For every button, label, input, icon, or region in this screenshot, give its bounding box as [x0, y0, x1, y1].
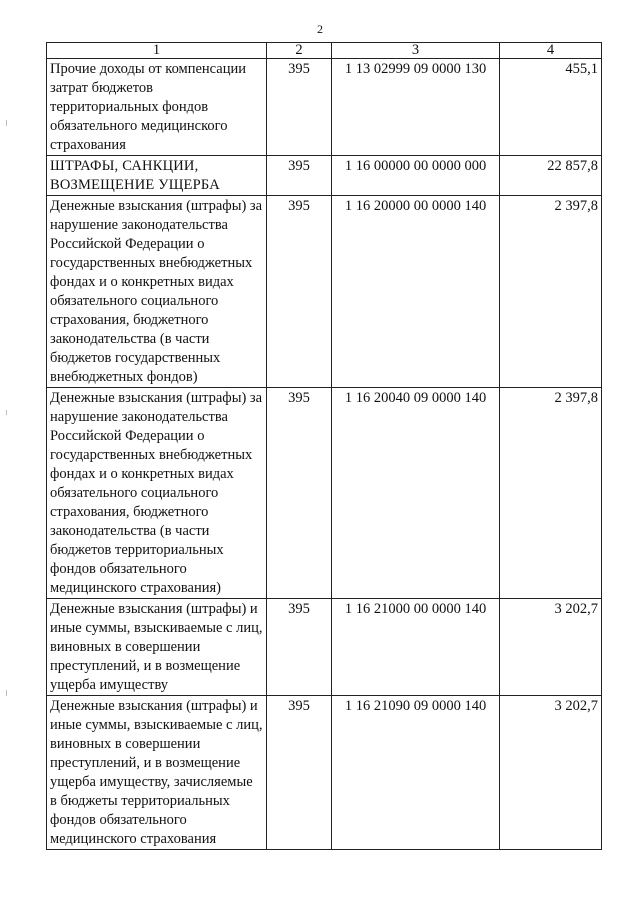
administrator-code-cell: 395	[267, 696, 332, 850]
revenue-name-cell: Денежные взыскания (штрафы) и иные суммы, взыскиваемые с лиц, виновных в совершении преступлений, и в возмещение ущерба имуществу, зачисляемые в бюджеты территориальных фондов обязательного медицинского страхования	[47, 696, 267, 850]
revenue-name-cell: Денежные взыскания (штрафы) за нарушение законодательства Российской Федерации о государственных внебюджетных фондах и о конкретных видах обязательного социального страхования, бюджетного законодательства (в части бюджетов государственных внебюджетных фондов)	[47, 196, 267, 388]
budget-classification-code-cell: 1 16 21000 00 0000 140	[332, 599, 500, 696]
budget-classification-code-cell: 1 16 21090 09 0000 140	[332, 696, 500, 850]
table-row	[47, 196, 602, 388]
table-row	[47, 59, 602, 156]
revenue-name-cell: Денежные взыскания (штрафы) за нарушение законодательства Российской Федерации о государственных внебюджетных фондах и о конкретных видах обязательного социального страхования, бюджетного законодательства (в части бюджетов территориальных фондов обязательного медицинского страхования)	[47, 388, 267, 599]
administrator-code-cell: 395	[267, 388, 332, 599]
amount-cell: 2 397,8	[500, 388, 602, 599]
column-header-4: 4	[500, 43, 602, 59]
amount-cell: 3 202,7	[500, 599, 602, 696]
amount-cell: 3 202,7	[500, 696, 602, 850]
budget-classification-code-cell: 1 16 20040 09 0000 140	[332, 388, 500, 599]
column-header-2: 2	[267, 43, 332, 59]
header-row	[47, 43, 602, 59]
administrator-code-cell: 395	[267, 196, 332, 388]
administrator-code-cell: 395	[267, 59, 332, 156]
scan-artifact	[6, 410, 7, 415]
column-header-3: 3	[332, 43, 500, 59]
administrator-code-cell: 395	[267, 599, 332, 696]
table-row	[47, 156, 602, 196]
page-number: 2	[317, 22, 323, 36]
administrator-code-cell: 395	[267, 156, 332, 196]
scan-artifact	[6, 690, 7, 696]
table-row	[47, 696, 602, 850]
budget-classification-code-cell: 1 16 00000 00 0000 000	[332, 156, 500, 196]
table-row	[47, 599, 602, 696]
amount-cell: 2 397,8	[500, 196, 602, 388]
revenue-name-cell: Денежные взыскания (штрафы) и иные суммы, взыскиваемые с лиц, виновных в совершении преступлений, и в возмещение ущерба имуществу	[47, 599, 267, 696]
budget-classification-code-cell: 1 16 20000 00 0000 140	[332, 196, 500, 388]
scan-artifact	[6, 120, 7, 126]
amount-cell: 22 857,8	[500, 156, 602, 196]
column-header-1: 1	[47, 43, 267, 59]
revenue-name-cell: ШТРАФЫ, САНКЦИИ, ВОЗМЕЩЕНИЕ УЩЕРБА	[47, 156, 267, 196]
budget-classification-code-cell: 1 13 02999 09 0000 130	[332, 59, 500, 156]
table-row	[47, 388, 602, 599]
revenue-name-cell: Прочие доходы от компенсации затрат бюджетов территориальных фондов обязательного медицинского страхования	[47, 59, 267, 156]
amount-cell: 455,1	[500, 59, 602, 156]
revenue-table	[46, 42, 602, 850]
